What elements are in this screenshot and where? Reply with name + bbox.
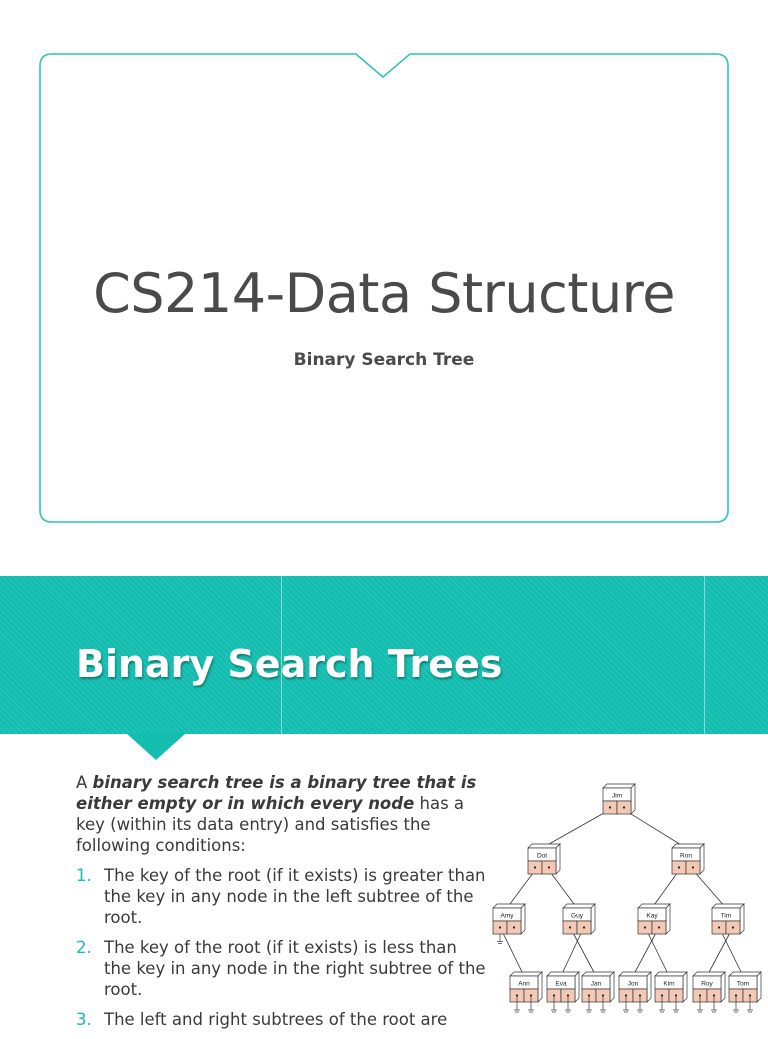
binary-search-tree-diagram: [486, 778, 768, 1024]
tree-node-label: Guy: [571, 912, 583, 920]
condition-text: The key of the root (if it exists) is less than the key in any node in the right subtree of the root.: [104, 938, 486, 999]
intro-emphasis: binary search tree is a binary tree that is either empty or in which every node: [76, 773, 477, 813]
tree-node-jim: [603, 784, 635, 814]
condition-text: The left and right subtrees of the root are: [104, 1010, 448, 1029]
tree-node-tim: [712, 904, 744, 934]
tree-node-label: Jan: [590, 980, 602, 988]
tree-edge: [707, 929, 732, 976]
condition-item: [76, 937, 486, 1000]
tree-edge: [720, 929, 743, 976]
tree-node-label: Eva: [555, 980, 567, 988]
tree-edge: [692, 869, 726, 908]
tree-edge: [561, 929, 583, 976]
tree-node-tom: [729, 972, 761, 1012]
tree-node-label: Roy: [701, 980, 713, 988]
tree-node-label: Dot: [536, 852, 548, 860]
condition-number: 3.: [76, 1010, 92, 1029]
banner-divider: [704, 576, 705, 734]
tree-edge: [548, 869, 577, 908]
tree-node-label: Tom: [736, 980, 750, 988]
tree-node-guy: [563, 904, 595, 934]
tree-node-kay: [638, 904, 670, 934]
tree-node-jan: [582, 972, 614, 1012]
tree-node-label: Jim: [611, 792, 623, 800]
tree-node-label: Ann: [518, 980, 530, 988]
tree-node-label: Ron: [680, 852, 692, 860]
slide-body: [76, 772, 486, 1039]
tree-node-label: Jon: [627, 980, 639, 988]
tree-node-eva: [547, 972, 579, 1012]
intro-paragraph: [76, 772, 486, 856]
banner-notch: [126, 733, 186, 763]
condition-item: [76, 1009, 486, 1030]
tree-edge: [646, 929, 669, 976]
slide-title-2: Binary Search Trees: [76, 642, 503, 686]
tree-edge: [542, 809, 611, 848]
slide-title: CS214-Data Structure: [93, 262, 675, 325]
tree-edge: [507, 869, 536, 908]
conditions-list: [76, 865, 486, 1030]
tree-edge: [571, 929, 596, 976]
tree-node-jon: [619, 972, 651, 1012]
intro-prefix: A: [76, 773, 93, 792]
intro-suffix: has a key (within its data entry) and satisfies the following conditions:: [76, 794, 465, 855]
tree-edge: [623, 809, 686, 848]
tree-node-label: Amy: [500, 912, 514, 920]
tree-edges: [497, 809, 743, 976]
tree-node-label: Kay: [646, 912, 658, 920]
condition-text: The key of the root (if it exists) is greater than the key in any node in the left subtree of the root.: [104, 866, 486, 927]
tree-node-label: Tim: [720, 912, 732, 920]
tree-node-ann: [510, 972, 542, 1012]
tree-node-label: Kim: [663, 980, 675, 988]
tree-edge: [652, 869, 680, 908]
tree-node-kim: [655, 972, 687, 1012]
tree-node-ron: [672, 844, 704, 874]
slide-subtitle: Binary Search Tree: [293, 350, 475, 370]
condition-number: 2.: [76, 938, 92, 957]
tree-node-roy: [693, 972, 725, 1012]
condition-item: [76, 865, 486, 928]
tree-node-amy: [493, 904, 525, 934]
tree-edge: [501, 929, 524, 976]
tree-edge: [633, 929, 658, 976]
condition-number: 1.: [76, 866, 92, 885]
tree-node-dot: [528, 844, 560, 874]
tree-nodes: [493, 784, 761, 1012]
